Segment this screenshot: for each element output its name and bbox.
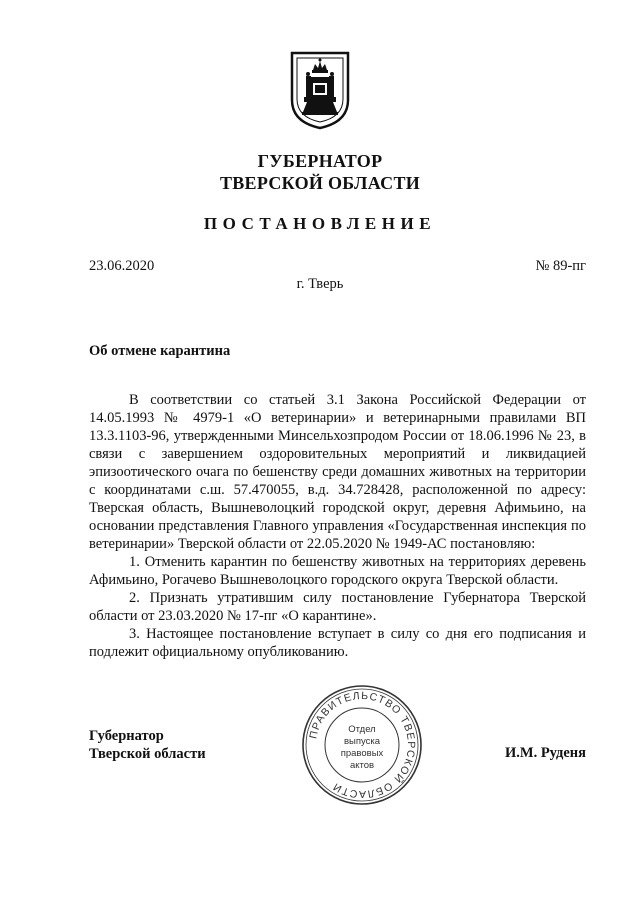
stamp-center-line: актов — [349, 760, 375, 771]
signatory-name: И.М. Руденя — [504, 745, 586, 761]
document-type: ПОСТАНОВЛЕНИЕ — [203, 214, 437, 233]
stamp-ring-text: ПРАВИТЕЛЬСТВО ТВЕРСКОЙ ОБЛАСТИ — [307, 689, 418, 800]
document-number: № 89-пг — [535, 258, 586, 274]
body-paragraph: 1. Отменить карантин по бешенству животных на территориях деревень Афимьино, Рогачево Вышневолоцкого городского округа Тверской области. — [89, 554, 586, 588]
signatory-title-line1: Губернатор — [89, 728, 164, 744]
stamp-center-line: Отдел — [348, 724, 376, 735]
signatory-title — [89, 727, 206, 763]
official-stamp — [300, 683, 424, 807]
body-paragraph: В соответствии со статьей 3.1 Закона Российской Федерации от 14.05.1993 № 4979-1 «О ветеринарии» и ветеринарными правилами ВП 13.3.1103-96, утвержденными Минсельхозпродом России от 18.06.1996 № 23, в связи с завершением оздоровительных мероприятий и ликвидацией эпизоотического очага по бешенству среди домашних животных на территории с координатами с.ш. 57.470055, в.д. 34.728428, расположенной по адресу: Тверская область, Вышневолоцкий городской округ, деревня Афимьино, на основании представления Главного управления «Государственная инспекция по ветеринарии» Тверской области от 22.05.2020 № 1949-АС постановляю: — [89, 392, 586, 552]
body-paragraph: 3. Настоящее постановление вступает в силу со дня его подписания и подлежит официальному опубликованию. — [89, 626, 586, 660]
signatory-title-line2: Тверской области — [89, 746, 206, 762]
document-subject: Об отмене карантина — [89, 343, 231, 359]
issuer-title-line2: ТВЕРСКОЙ ОБЛАСТИ — [219, 173, 421, 193]
issuer-title-line1: ГУБЕРНАТОР — [257, 151, 383, 171]
body-paragraph: 2. Признать утратившим силу постановление Губернатора Тверской области от 23.03.2020 № 17-пг «О карантине». — [89, 590, 586, 624]
stamp-center-line: правовых — [340, 748, 384, 759]
stamp-center-line: выпуска — [343, 736, 381, 747]
document-city: г. Тверь — [296, 276, 344, 292]
document-body — [89, 391, 586, 661]
tver-coat-of-arms-icon — [289, 50, 351, 130]
document-date: 23.06.2020 — [89, 258, 155, 274]
